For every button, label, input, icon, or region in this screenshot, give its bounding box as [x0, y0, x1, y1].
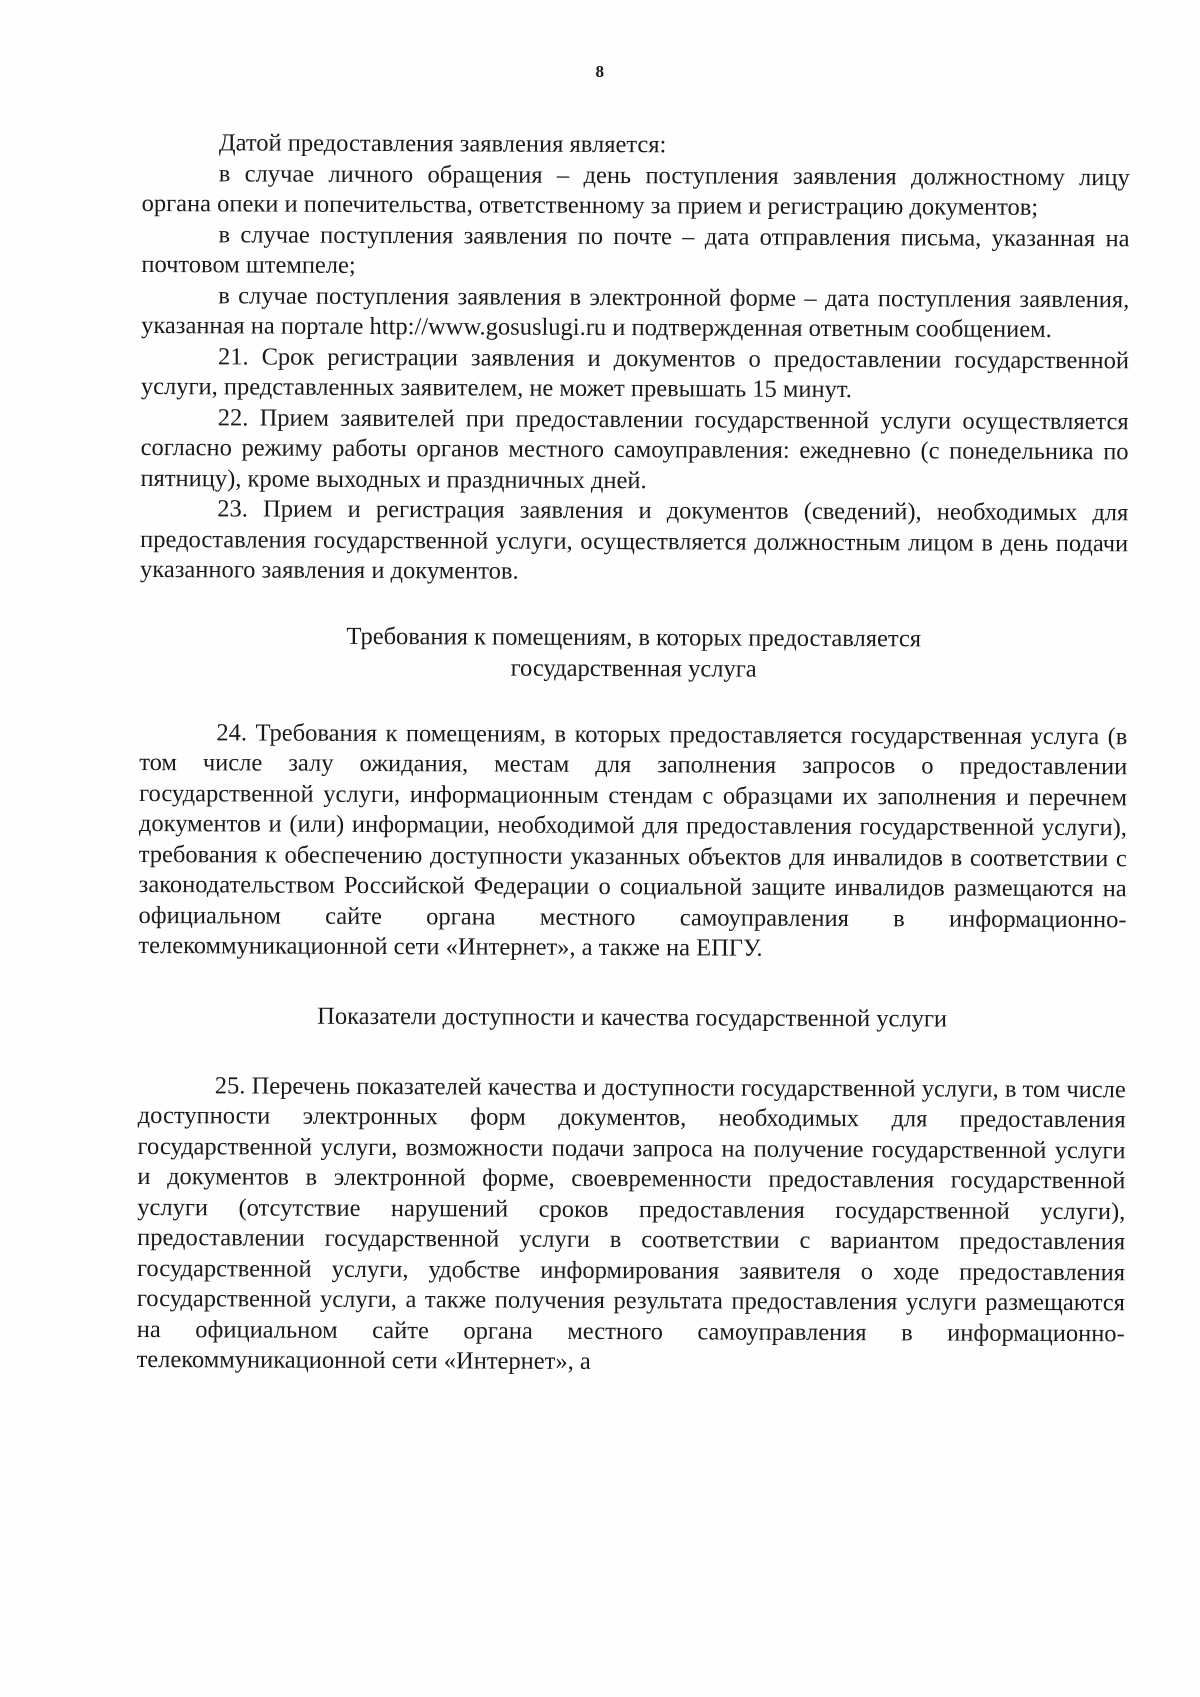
paragraph-24: 24. Требования к помещениям, в которых предоставляется государственная услуга (в том числе залу ожидания, местам для заполнения запросов о предоставлении государственной услуги, информационным стендам с образцами их заполнения и перечнем документов и (или) информации, необходимой для предоставления государственной услуги), требования к обеспечению доступности указанных объектов для инвалидов в соответствии с законодательством Российской Федерации о социальной защите инвалидов размещаются на официальном сайте органа местного самоуправления в информационно-телекоммуникационной сети «Интернет», а также на ЕПГУ. — [138, 718, 1128, 962]
paragraph-21: 21. Срок регистрации заявления и документов о предоставлении государственной услуги, представленных заявителем, не может превышать 15 минут. — [140, 342, 1130, 404]
paragraph-25: 25. Перечень показателей качества и доступности государственной услуги, в том числе доступности электронных форм документов, необходимых для предоставления государственной услуги, возможности подачи запроса на получение государственной услуги и документов в электронной форме, своевременности предоставления государственной услуги (отсутствие нарушений сроков предоставления государственной услуги), предоставлении государственной услуги в соответствии с вариантом предоставления государственной услуги, удобстве информирования заявителя о ходе предоставления государственной услуги, а также получения результата предоставления услуги размещаются на официальном сайте органа местного самоуправления в информационно-телекоммуникационной сети «Интернет», а — [136, 1071, 1126, 1375]
section-heading-quality — [138, 999, 1126, 1034]
section-heading-premises-line2: государственная услуга — [510, 654, 757, 683]
paragraph-electronic-form: в случае поступления заявления в электронной форме – дата поступления заявления, указанная на портале http://www.gosuslugi.ru и подтвержденная ответным сообщением. — [141, 281, 1130, 343]
page-number: 8 — [595, 62, 605, 81]
section-heading-premises — [140, 619, 1128, 685]
paragraph-by-mail: в случае поступления заявления по почте – дата отправления письма, указанная на почтовом штемпеле; — [141, 220, 1130, 279]
section-heading-quality-text: Показатели доступности и качества государственной услуги — [317, 1002, 948, 1033]
document-body — [137, 128, 1130, 1380]
paragraph-22: 22. Прием заявителей при предоставлении государственной услуги осуществляется согласно режиму работы органов местного самоуправления: ежедневно (с понедельника по пятницу), кроме выходных и праздничных дней. — [140, 403, 1129, 494]
paragraph-personal-visit: в случае личного обращения – день поступления заявления должностному лицу органа опеки и попечительства, ответственному за прием и регистрацию документов; — [141, 159, 1130, 221]
paragraph-23: 23. Прием и регистрация заявления и документов (сведений), необходимых для предоставления государственной услуги, осуществляется должностным лицом в день подачи указанного заявления и документов. — [140, 495, 1129, 585]
section-heading-premises-line1: Требования к помещениям, в которых предоставляется — [346, 622, 922, 652]
submission-date-intro: Датой предоставления заявления является: — [218, 129, 667, 159]
